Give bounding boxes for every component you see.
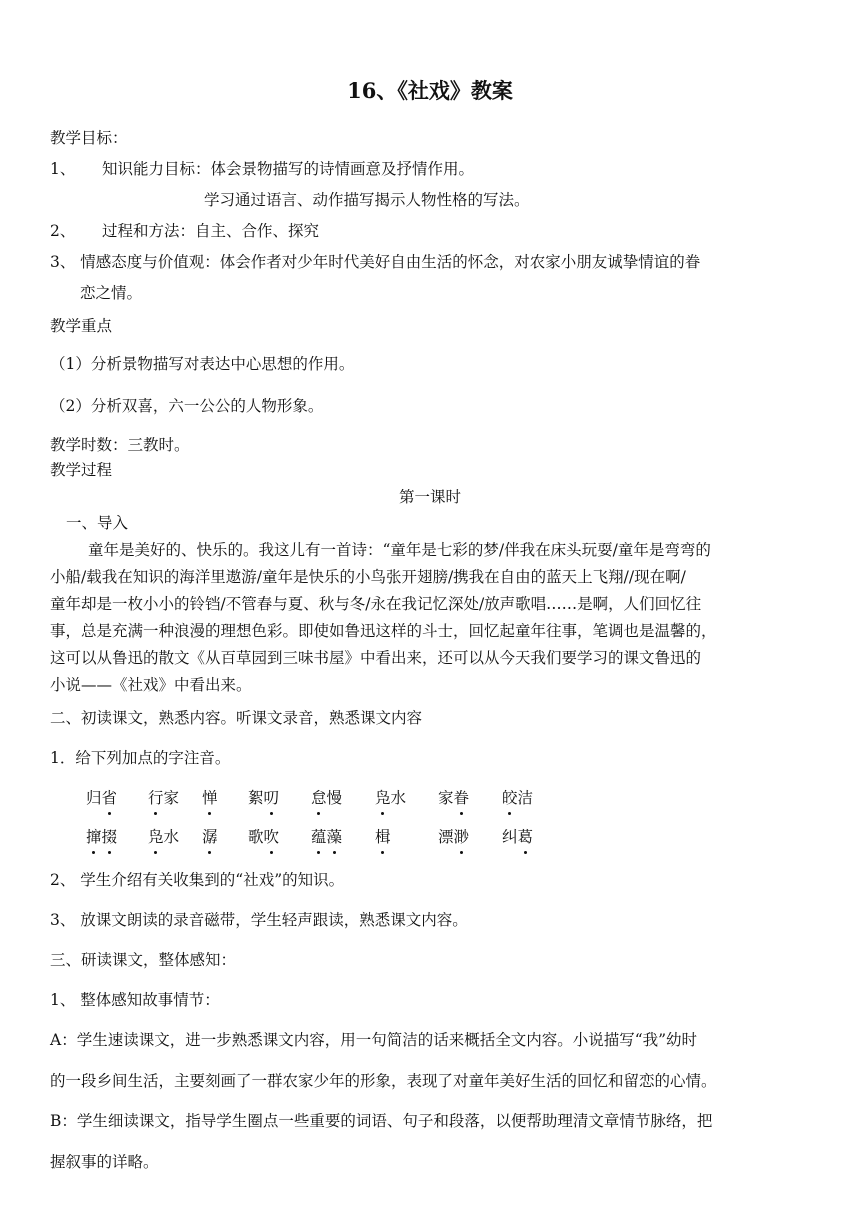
focus-point-1: （1）分析景物描写对表达中心思想的作用。 <box>50 355 355 373</box>
vocab-word <box>86 786 117 808</box>
objective-item-1-continued: 学习通过语言、动作描写揭示人物性格的写法。 <box>204 191 530 209</box>
vocab-character: 歌 <box>248 828 264 846</box>
vocab-word <box>202 825 218 847</box>
vocab-character: 纠 <box>502 828 518 846</box>
word-row-2 <box>0 825 860 849</box>
dotted-character: 楫 <box>375 825 391 847</box>
focus-heading: 教学重点 <box>50 317 113 335</box>
dotted-character: 吹 <box>264 825 280 847</box>
section-three-heading: 三、研读课文，整体感知： <box>50 951 237 969</box>
question-2: 2、 学生介绍有关收集到的“社戏”的知识。 <box>50 871 345 889</box>
vocab-character: 洁 <box>517 789 534 807</box>
dotted-character: 怠 <box>311 786 327 808</box>
step-1: 1、 整体感知故事情节： <box>50 991 220 1009</box>
vocab-word <box>438 786 469 808</box>
dotted-character: 省 <box>102 786 118 808</box>
vocab-word <box>248 786 279 808</box>
intro-line-1: 童年是美好的、快乐的。我这儿有一首诗：“童年是七彩的梦/伴我在床头玩耍/童年是弯弯的 <box>88 541 711 559</box>
dotted-character: 潺 <box>202 825 218 847</box>
vocab-word <box>502 825 533 847</box>
objectives-heading: 教学目标： <box>50 129 128 147</box>
vocab-character: 家 <box>438 789 454 807</box>
objective-number-2: 2、 <box>50 222 76 240</box>
part-b-line-2: 握叙事的详略。 <box>50 1153 159 1171</box>
vocab-word <box>311 786 342 808</box>
intro-line-3: 童年却是一枚小小的铃铛/不管春与夏、秋与冬/永在我记忆深处/放声歌唱……是啊，人们回忆往 <box>50 595 702 613</box>
vocab-word <box>248 825 279 847</box>
intro-line-5: 这可以从鲁迅的散文《从百草园到三味书屋》中看出来，还可以从今天我们要学习的课文鲁迅的 <box>50 649 702 667</box>
dotted-character: 渺 <box>454 825 470 847</box>
vocab-character: 慢 <box>326 789 343 807</box>
vocab-character: 漂 <box>438 828 454 846</box>
vocab-word <box>86 825 117 847</box>
focus-point-2: （2）分析双喜，六一公公的人物形象。 <box>50 397 324 415</box>
vocab-word <box>311 825 342 847</box>
objective-text-2: 过程和方法：自主、合作、探究 <box>102 222 320 240</box>
dotted-character: 行 <box>148 786 164 808</box>
dotted-character: 皎 <box>502 786 518 808</box>
dotted-character: 凫 <box>375 786 391 808</box>
lesson-one-heading: 第一课时 <box>398 488 461 506</box>
intro-line-4: 事，总是充满一种浪漫的理想色彩。即使如鲁迅这样的斗士，回忆起童年往事，笔调也是温馨的， <box>50 622 717 640</box>
document-title: 16、《社戏》教案 <box>347 78 513 103</box>
objective-number-1: 1、 <box>50 160 76 178</box>
dotted-character: 撺 <box>86 825 102 847</box>
intro-heading: 一、导入 <box>66 514 129 532</box>
part-a-line-2: 的一段乡间生活，主要刻画了一群农家少年的形象，表现了对童年美好生活的回忆和留恋的心情。 <box>50 1072 717 1090</box>
vocab-word <box>502 786 533 808</box>
dotted-character: 藻 <box>327 825 343 847</box>
dotted-character: 凫 <box>148 825 164 847</box>
objective-item-3-line-1: 3、 情感态度与价值观：体会作者对少年时代美好自由生活的怀念，对农家小朋友诚挚情谊的眷 <box>50 253 701 271</box>
vocab-word <box>375 825 391 847</box>
intro-line-2: 小船/载我在知识的海洋里遨游/童年是快乐的小鸟张开翅膀/携我在自由的蓝天上飞翔//现在啊/ <box>50 568 686 586</box>
vocab-character: 水 <box>390 789 407 807</box>
vocab-word <box>438 825 469 847</box>
vocab-word <box>148 786 179 808</box>
objective-item-1 <box>50 159 474 179</box>
dotted-character: 叨 <box>264 786 280 808</box>
vocab-character: 家 <box>163 789 180 807</box>
question-3: 3、 放课文朗读的录音磁带，学生轻声跟读，熟悉课文内容。 <box>50 911 468 929</box>
dotted-character: 惮 <box>202 786 218 808</box>
teaching-hours: 教学时数：三教时。 <box>50 436 190 454</box>
word-row-1 <box>0 786 860 810</box>
vocab-word <box>148 825 179 847</box>
intro-line-6: 小说——《社戏》中看出来。 <box>50 676 252 694</box>
vocab-character: 絮 <box>248 789 264 807</box>
dotted-character: 掇 <box>102 825 118 847</box>
part-b-line-1: B：学生细读课文，指导学生圈点一些重要的词语、句子和段落，以便帮助理清文章情节脉络，把 <box>50 1112 713 1130</box>
vocab-word <box>375 786 406 808</box>
objective-item-2 <box>50 221 319 241</box>
objective-text-1: 知识能力目标：体会景物描写的诗情画意及抒情作用。 <box>102 160 475 178</box>
dotted-character: 葛 <box>518 825 534 847</box>
section-two-heading: 二、初读课文，熟悉内容。听课文录音，熟悉课文内容 <box>50 709 423 727</box>
dotted-character: 蕴 <box>311 825 327 847</box>
vocab-word <box>202 786 218 808</box>
vocab-character: 水 <box>163 828 180 846</box>
objective-item-3-line-2: 恋之情。 <box>80 284 143 302</box>
part-a-line-1: A：学生速读课文，进一步熟悉课文内容，用一句简洁的话来概括全文内容。小说描写“我”幼时 <box>50 1031 698 1049</box>
pinyin-question: 1．给下列加点的字注音。 <box>50 749 231 767</box>
vocab-character: 归 <box>86 789 102 807</box>
process-heading: 教学过程 <box>50 461 113 479</box>
dotted-character: 眷 <box>454 786 470 808</box>
